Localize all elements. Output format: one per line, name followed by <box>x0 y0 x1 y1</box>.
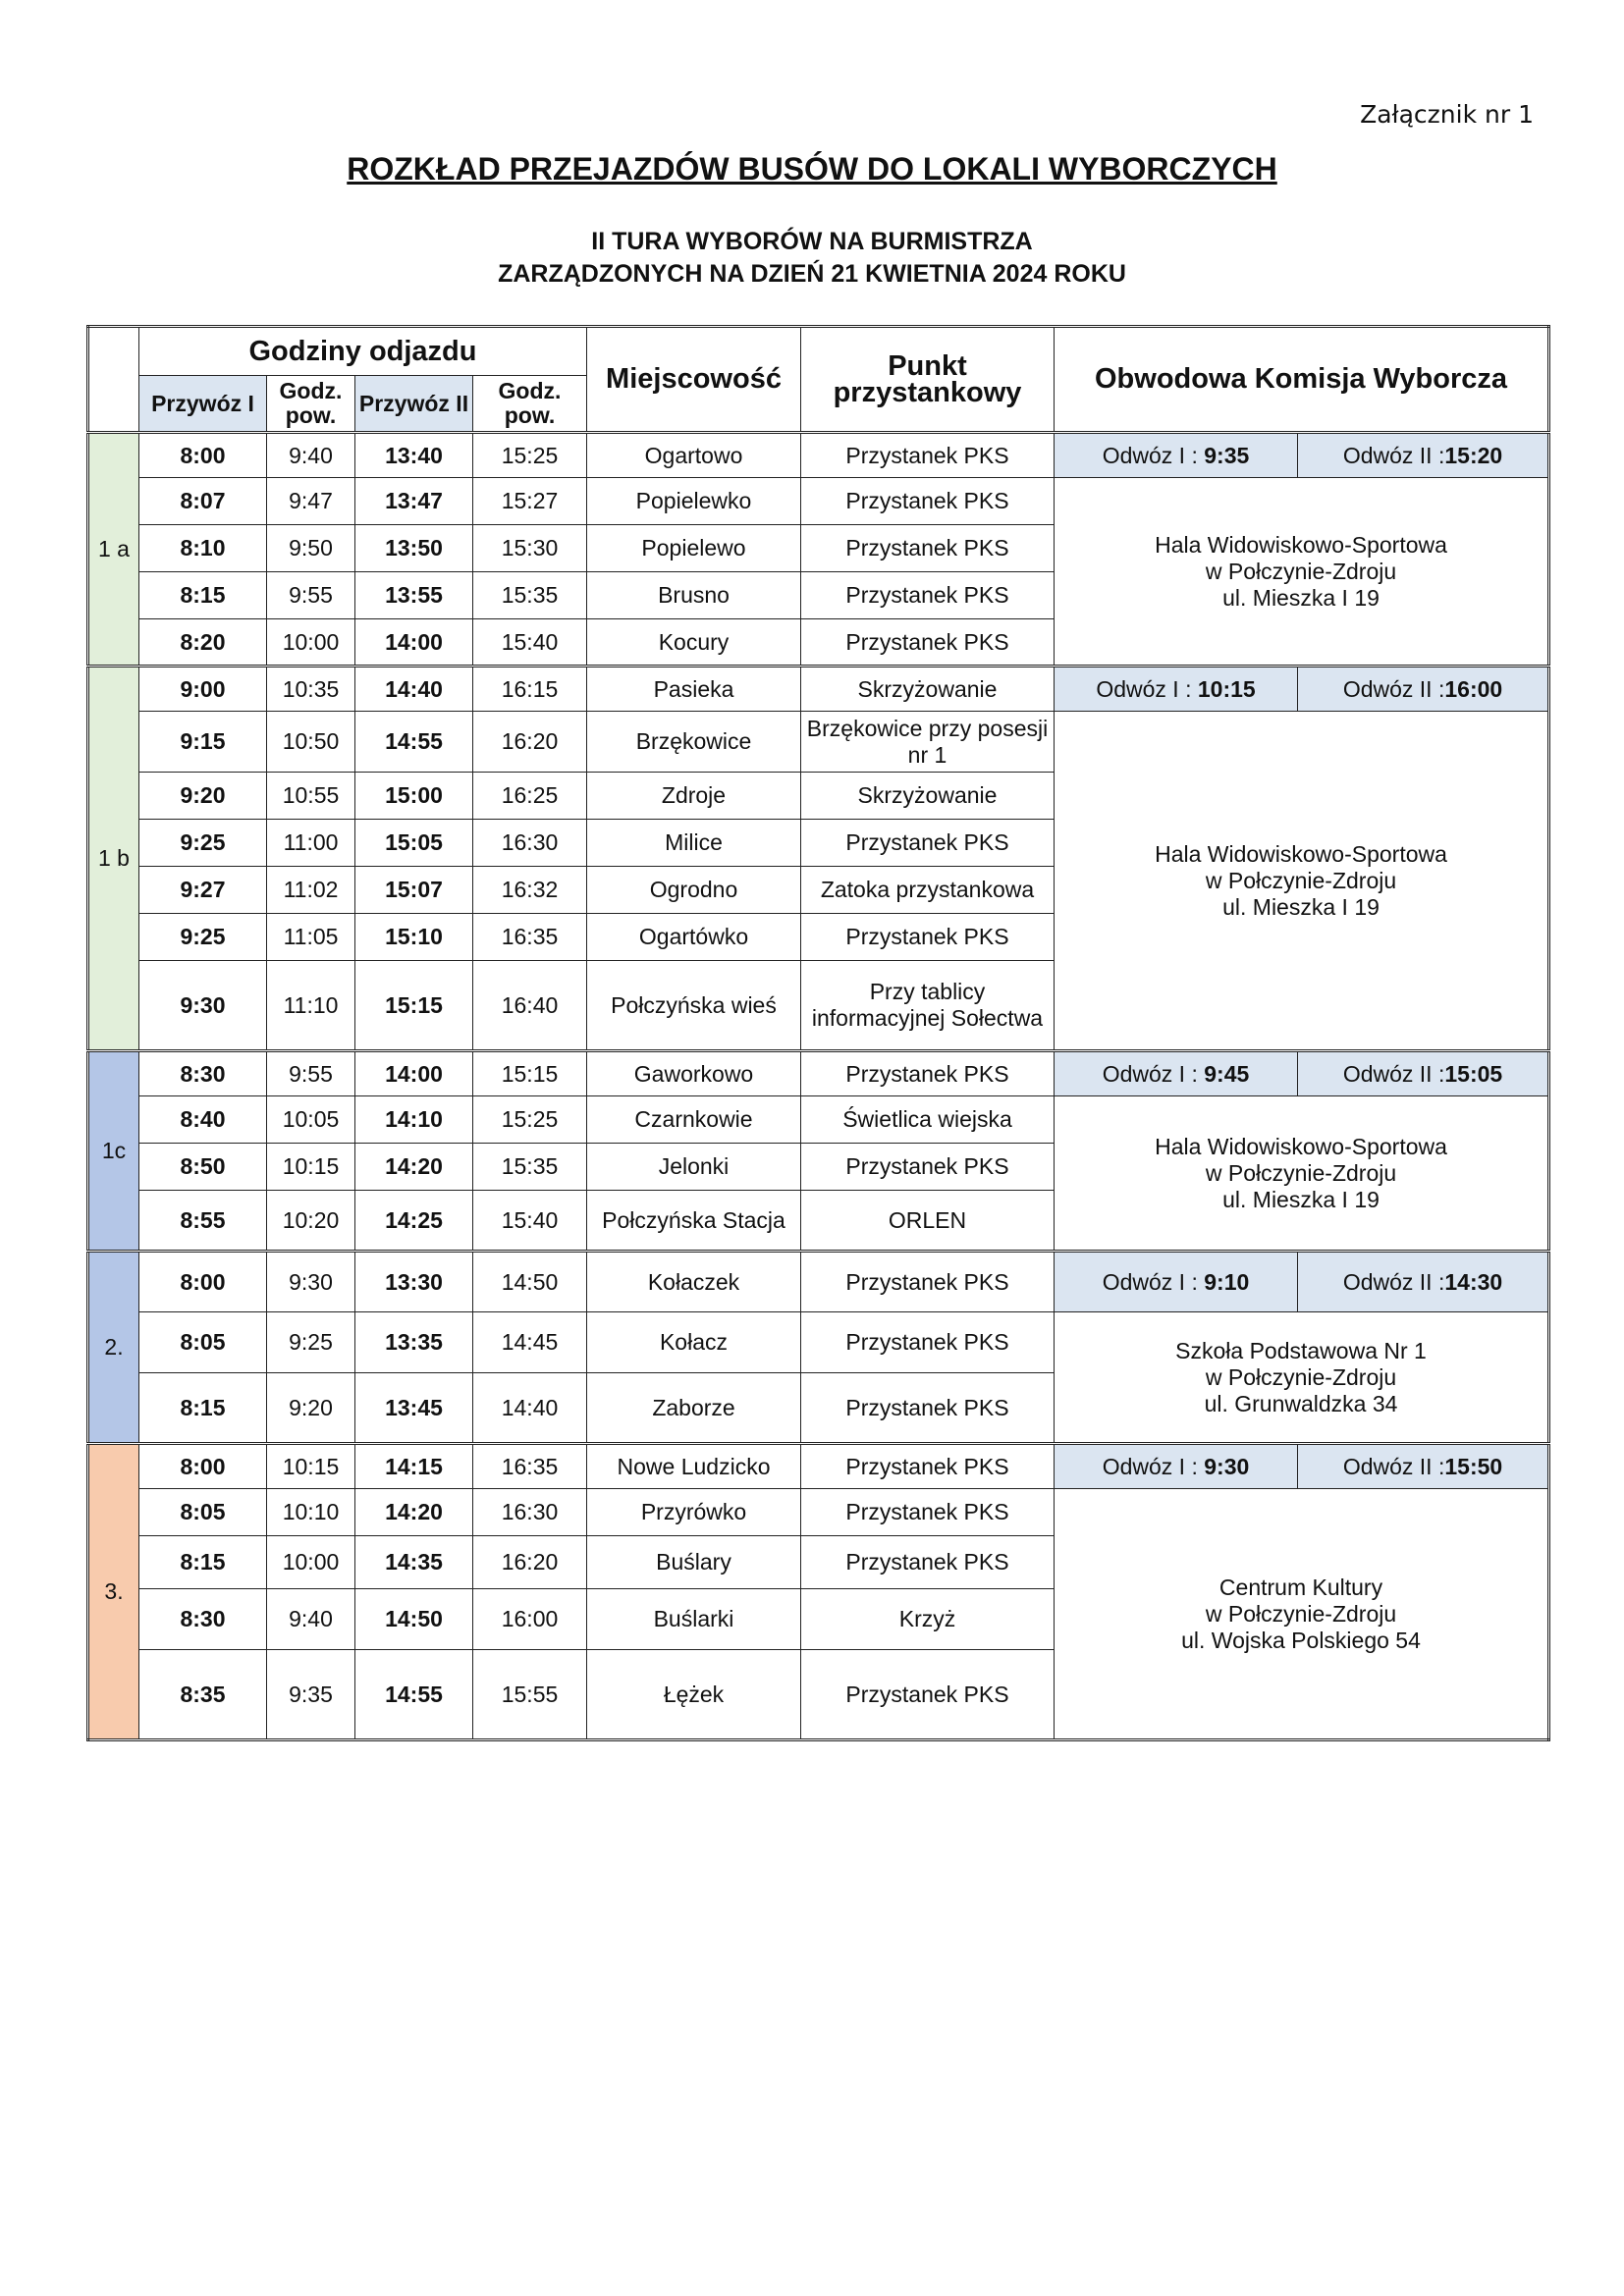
przywoz-1-cell: 8:50 <box>139 1144 267 1191</box>
godz-pow-2-cell: 14:40 <box>473 1373 587 1444</box>
godz-pow-2-cell: 16:00 <box>473 1589 587 1650</box>
miejscowosc-cell: Przyrówko <box>587 1489 801 1536</box>
przywoz-2-cell: 14:40 <box>355 667 473 712</box>
przywoz-1-cell: 9:30 <box>139 961 267 1051</box>
przywoz-1-cell: 8:00 <box>139 1444 267 1489</box>
miejscowosc-cell: Jelonki <box>587 1144 801 1191</box>
przywoz-2-cell: 15:07 <box>355 867 473 914</box>
punkt-cell: Przy tablicy informacyjnej Sołectwa <box>801 961 1055 1051</box>
przywoz-2-cell: 15:10 <box>355 914 473 961</box>
punkt-cell: Przystanek PKS <box>801 478 1055 525</box>
miejscowosc-cell: Kocury <box>587 619 801 667</box>
odwoz-1-time: 9:30 <box>1204 1453 1250 1479</box>
header-punkt-przystankowy: Punkt przystankowy <box>801 327 1055 433</box>
godz-pow-1-cell: 10:50 <box>267 712 355 773</box>
przywoz-2-cell: 14:10 <box>355 1096 473 1144</box>
table-body <box>88 433 1549 1740</box>
miejscowosc-cell: Popielewo <box>587 525 801 572</box>
group-label: 3. <box>88 1444 139 1740</box>
godz-pow-1-cell: 10:15 <box>267 1444 355 1489</box>
przywoz-1-cell: 8:55 <box>139 1191 267 1252</box>
godz-pow-2-cell: 14:50 <box>473 1252 587 1312</box>
godz-pow-1-cell: 9:50 <box>267 525 355 572</box>
punkt-cell: Przystanek PKS <box>801 1252 1055 1312</box>
miejscowosc-cell: Zaborze <box>587 1373 801 1444</box>
table-row <box>88 1096 1549 1144</box>
punkt-cell: Przystanek PKS <box>801 525 1055 572</box>
odwoz-2-label: Odwóz II : <box>1342 1453 1445 1479</box>
table-row <box>88 1051 1549 1096</box>
komisja-cell <box>1055 478 1549 667</box>
komisja-line: Hala Widowiskowo-Sportowa <box>1155 531 1447 558</box>
header-godziny-odjazdu: Godziny odjazdu <box>139 327 587 376</box>
odwoz-2-cell <box>1298 1252 1549 1312</box>
header-blank <box>88 327 139 433</box>
punkt-cell: Świetlica wiejska <box>801 1096 1055 1144</box>
godz-pow-2-cell: 16:32 <box>473 867 587 914</box>
komisja-line: ul. Mieszka I 19 <box>1222 584 1380 611</box>
komisja-cell <box>1055 712 1549 1051</box>
godz-pow-1-cell: 10:15 <box>267 1144 355 1191</box>
odwoz-1-cell <box>1055 1444 1298 1489</box>
komisja-line: w Połczynie-Zdroju <box>1205 1159 1397 1186</box>
odwoz-2-cell <box>1298 667 1549 712</box>
godz-pow-1-cell: 9:40 <box>267 433 355 478</box>
punkt-cell: Przystanek PKS <box>801 914 1055 961</box>
punkt-cell: Brzękowice przy posesji nr 1 <box>801 712 1055 773</box>
odwoz-2-time: 15:05 <box>1444 1060 1503 1087</box>
odwoz-1-label: Odwóz I : <box>1102 1060 1205 1087</box>
odwoz-2-time: 14:30 <box>1444 1268 1503 1295</box>
table-row <box>88 1252 1549 1312</box>
godz-pow-1-cell: 11:00 <box>267 820 355 867</box>
przywoz-2-cell: 15:05 <box>355 820 473 867</box>
przywoz-2-cell: 14:00 <box>355 619 473 667</box>
header-godz-pow-2: Godz. pow. <box>473 376 587 433</box>
przywoz-2-cell: 13:50 <box>355 525 473 572</box>
miejscowosc-cell: Łężek <box>587 1650 801 1740</box>
miejscowosc-cell: Połczyńska wieś <box>587 961 801 1051</box>
komisja-cell <box>1055 1096 1549 1252</box>
punkt-cell: Przystanek PKS <box>801 619 1055 667</box>
godz-pow-1-cell: 9:40 <box>267 1589 355 1650</box>
komisja-line: ul. Mieszka I 19 <box>1222 893 1380 920</box>
schedule-table <box>86 325 1550 1741</box>
odwoz-1-time: 9:45 <box>1204 1060 1250 1087</box>
godz-pow-2-cell: 16:15 <box>473 667 587 712</box>
odwoz-2-cell <box>1298 1051 1549 1096</box>
godz-pow-2-cell: 15:40 <box>473 1191 587 1252</box>
punkt-cell: Przystanek PKS <box>801 1489 1055 1536</box>
godz-pow-2-cell: 15:15 <box>473 1051 587 1096</box>
godz-pow-2-cell: 16:40 <box>473 961 587 1051</box>
odwoz-2-label: Odwóz II : <box>1342 1060 1445 1087</box>
table-row <box>88 478 1549 525</box>
przywoz-1-cell: 9:15 <box>139 712 267 773</box>
przywoz-2-cell: 14:35 <box>355 1536 473 1589</box>
odwoz-1-cell <box>1055 1051 1298 1096</box>
komisja-line: ul. Mieszka I 19 <box>1222 1186 1380 1212</box>
annex-label: Załącznik nr 1 <box>1360 100 1534 129</box>
table-row <box>88 1444 1549 1489</box>
przywoz-2-cell: 13:40 <box>355 433 473 478</box>
odwoz-1-label: Odwóz I : <box>1102 1453 1205 1479</box>
punkt-cell: Przystanek PKS <box>801 433 1055 478</box>
miejscowosc-cell: Połczyńska Stacja <box>587 1191 801 1252</box>
document-subtitle-1: II TURA WYBORÓW NA BURMISTRZA <box>591 228 1033 255</box>
przywoz-1-cell: 8:10 <box>139 525 267 572</box>
przywoz-2-cell: 14:50 <box>355 1589 473 1650</box>
komisja-line: w Połczynie-Zdroju <box>1205 1600 1397 1627</box>
godz-pow-2-cell: 16:35 <box>473 1444 587 1489</box>
godz-pow-1-cell: 10:10 <box>267 1489 355 1536</box>
przywoz-2-cell: 13:35 <box>355 1312 473 1373</box>
przywoz-1-cell: 8:00 <box>139 433 267 478</box>
komisja-cell <box>1055 1489 1549 1740</box>
komisja-line: w Połczynie-Zdroju <box>1205 558 1397 584</box>
punkt-cell: Przystanek PKS <box>801 1312 1055 1373</box>
header-godz-pow-1: Godz. pow. <box>267 376 355 433</box>
godz-pow-1-cell: 10:20 <box>267 1191 355 1252</box>
godz-pow-1-cell: 9:20 <box>267 1373 355 1444</box>
godz-pow-1-cell: 10:00 <box>267 1536 355 1589</box>
komisja-line: Hala Widowiskowo-Sportowa <box>1155 1133 1447 1159</box>
header-przywoz-1: Przywóz I <box>139 376 267 433</box>
punkt-cell: Przystanek PKS <box>801 820 1055 867</box>
odwoz-2-label: Odwóz II : <box>1342 1268 1445 1295</box>
odwoz-2-time: 15:50 <box>1444 1453 1503 1479</box>
przywoz-2-cell: 13:55 <box>355 572 473 619</box>
godz-pow-1-cell: 10:00 <box>267 619 355 667</box>
godz-pow-1-cell: 9:35 <box>267 1650 355 1740</box>
przywoz-1-cell: 9:25 <box>139 914 267 961</box>
przywoz-1-cell: 8:15 <box>139 1536 267 1589</box>
godz-pow-2-cell: 15:35 <box>473 572 587 619</box>
punkt-cell: Skrzyżowanie <box>801 667 1055 712</box>
miejscowosc-cell: Brzękowice <box>587 712 801 773</box>
godz-pow-1-cell: 10:55 <box>267 773 355 820</box>
przywoz-1-cell: 8:15 <box>139 1373 267 1444</box>
odwoz-1-time: 10:15 <box>1197 675 1256 702</box>
table-header <box>88 327 1549 433</box>
miejscowosc-cell: Kołacz <box>587 1312 801 1373</box>
godz-pow-1-cell: 11:02 <box>267 867 355 914</box>
odwoz-1-label: Odwóz I : <box>1102 1268 1205 1295</box>
przywoz-2-cell: 14:15 <box>355 1444 473 1489</box>
godz-pow-1-cell: 9:55 <box>267 1051 355 1096</box>
godz-pow-2-cell: 15:25 <box>473 433 587 478</box>
punkt-cell: Przystanek PKS <box>801 1536 1055 1589</box>
miejscowosc-cell: Pasieka <box>587 667 801 712</box>
przywoz-1-cell: 8:40 <box>139 1096 267 1144</box>
komisja-line: ul. Grunwaldzka 34 <box>1204 1390 1398 1416</box>
godz-pow-2-cell: 16:30 <box>473 1489 587 1536</box>
przywoz-1-cell: 8:30 <box>139 1051 267 1096</box>
header-przywoz-2: Przywóz II <box>355 376 473 433</box>
przywoz-2-cell: 15:00 <box>355 773 473 820</box>
komisja-line: w Połczynie-Zdroju <box>1205 867 1397 893</box>
godz-pow-2-cell: 15:35 <box>473 1144 587 1191</box>
miejscowosc-cell: Ogrodno <box>587 867 801 914</box>
godz-pow-2-cell: 15:27 <box>473 478 587 525</box>
godz-pow-2-cell: 16:20 <box>473 712 587 773</box>
odwoz-1-time: 9:10 <box>1204 1268 1250 1295</box>
miejscowosc-cell: Buślary <box>587 1536 801 1589</box>
odwoz-1-cell <box>1055 667 1298 712</box>
przywoz-1-cell: 9:00 <box>139 667 267 712</box>
godz-pow-1-cell: 9:25 <box>267 1312 355 1373</box>
przywoz-1-cell: 9:27 <box>139 867 267 914</box>
komisja-line: Centrum Kultury <box>1218 1574 1383 1600</box>
punkt-cell: Przystanek PKS <box>801 1444 1055 1489</box>
przywoz-2-cell: 14:20 <box>355 1144 473 1191</box>
przywoz-2-cell: 14:20 <box>355 1489 473 1536</box>
odwoz-1-cell <box>1055 1252 1298 1312</box>
miejscowosc-cell: Nowe Ludzicko <box>587 1444 801 1489</box>
odwoz-1-label: Odwóz I : <box>1102 442 1205 468</box>
table-row <box>88 667 1549 712</box>
miejscowosc-cell: Czarnkowie <box>587 1096 801 1144</box>
komisja-line: Szkoła Podstawowa Nr 1 <box>1175 1337 1427 1363</box>
przywoz-1-cell: 9:25 <box>139 820 267 867</box>
miejscowosc-cell: Brusno <box>587 572 801 619</box>
odwoz-1-time: 9:35 <box>1204 442 1250 468</box>
godz-pow-2-cell: 16:20 <box>473 1536 587 1589</box>
przywoz-2-cell: 14:25 <box>355 1191 473 1252</box>
miejscowosc-cell: Milice <box>587 820 801 867</box>
miejscowosc-cell: Ogartowo <box>587 433 801 478</box>
godz-pow-1-cell: 10:05 <box>267 1096 355 1144</box>
godz-pow-2-cell: 15:40 <box>473 619 587 667</box>
punkt-cell: Przystanek PKS <box>801 1144 1055 1191</box>
przywoz-1-cell: 8:30 <box>139 1589 267 1650</box>
punkt-cell: Przystanek PKS <box>801 1650 1055 1740</box>
miejscowosc-cell: Zdroje <box>587 773 801 820</box>
komisja-cell <box>1055 1312 1549 1444</box>
godz-pow-2-cell: 15:25 <box>473 1096 587 1144</box>
odwoz-2-time: 16:00 <box>1444 675 1503 702</box>
przywoz-1-cell: 8:07 <box>139 478 267 525</box>
odwoz-2-time: 15:20 <box>1444 442 1503 468</box>
miejscowosc-cell: Popielewko <box>587 478 801 525</box>
document-subtitle-2: ZARZĄDZONYCH NA DZIEŃ 21 KWIETNIA 2024 ROKU <box>498 260 1126 288</box>
godz-pow-1-cell: 9:55 <box>267 572 355 619</box>
przywoz-1-cell: 8:20 <box>139 619 267 667</box>
punkt-cell: Krzyż <box>801 1589 1055 1650</box>
odwoz-2-cell <box>1298 1444 1549 1489</box>
miejscowosc-cell: Gaworkowo <box>587 1051 801 1096</box>
odwoz-1-label: Odwóz I : <box>1096 675 1198 702</box>
table-row <box>88 1489 1549 1536</box>
document-title: ROZKŁAD PRZEJAZDÓW BUSÓW DO LOKALI WYBORCZYCH <box>347 151 1277 187</box>
godz-pow-2-cell: 16:35 <box>473 914 587 961</box>
godz-pow-1-cell: 9:47 <box>267 478 355 525</box>
komisja-line: ul. Wojska Polskiego 54 <box>1181 1627 1421 1653</box>
miejscowosc-cell: Ogartówko <box>587 914 801 961</box>
odwoz-2-label: Odwóz II : <box>1342 675 1445 702</box>
godz-pow-2-cell: 15:55 <box>473 1650 587 1740</box>
group-label: 1 b <box>88 667 139 1051</box>
table-row <box>88 1312 1549 1373</box>
godz-pow-2-cell: 16:30 <box>473 820 587 867</box>
table-row <box>88 433 1549 478</box>
odwoz-1-cell <box>1055 433 1298 478</box>
group-label: 1c <box>88 1051 139 1252</box>
godz-pow-2-cell: 14:45 <box>473 1312 587 1373</box>
komisja-line: Hala Widowiskowo-Sportowa <box>1155 840 1447 867</box>
odwoz-2-label: Odwóz II : <box>1342 442 1445 468</box>
przywoz-2-cell: 14:55 <box>355 1650 473 1740</box>
przywoz-2-cell: 15:15 <box>355 961 473 1051</box>
godz-pow-1-cell: 11:05 <box>267 914 355 961</box>
przywoz-1-cell: 9:20 <box>139 773 267 820</box>
group-label: 1 a <box>88 433 139 667</box>
przywoz-1-cell: 8:05 <box>139 1312 267 1373</box>
punkt-cell: ORLEN <box>801 1191 1055 1252</box>
przywoz-1-cell: 8:35 <box>139 1650 267 1740</box>
przywoz-2-cell: 14:55 <box>355 712 473 773</box>
miejscowosc-cell: Buślarki <box>587 1589 801 1650</box>
punkt-cell: Przystanek PKS <box>801 1051 1055 1096</box>
odwoz-2-cell <box>1298 433 1549 478</box>
godz-pow-1-cell: 9:30 <box>267 1252 355 1312</box>
komisja-line: w Połczynie-Zdroju <box>1205 1363 1397 1390</box>
godz-pow-2-cell: 15:30 <box>473 525 587 572</box>
godz-pow-1-cell: 10:35 <box>267 667 355 712</box>
table-row <box>88 712 1549 773</box>
header-komisja: Obwodowa Komisja Wyborcza <box>1055 327 1549 433</box>
punkt-cell: Zatoka przystankowa <box>801 867 1055 914</box>
przywoz-1-cell: 8:05 <box>139 1489 267 1536</box>
przywoz-2-cell: 13:30 <box>355 1252 473 1312</box>
godz-pow-2-cell: 16:25 <box>473 773 587 820</box>
group-label: 2. <box>88 1252 139 1444</box>
punkt-cell: Przystanek PKS <box>801 572 1055 619</box>
przywoz-1-cell: 8:15 <box>139 572 267 619</box>
punkt-cell: Przystanek PKS <box>801 1373 1055 1444</box>
przywoz-2-cell: 13:45 <box>355 1373 473 1444</box>
przywoz-1-cell: 8:00 <box>139 1252 267 1312</box>
header-miejscowosc: Miejscowość <box>587 327 801 433</box>
przywoz-2-cell: 14:00 <box>355 1051 473 1096</box>
godz-pow-1-cell: 11:10 <box>267 961 355 1051</box>
punkt-cell: Skrzyżowanie <box>801 773 1055 820</box>
miejscowosc-cell: Kołaczek <box>587 1252 801 1312</box>
przywoz-2-cell: 13:47 <box>355 478 473 525</box>
